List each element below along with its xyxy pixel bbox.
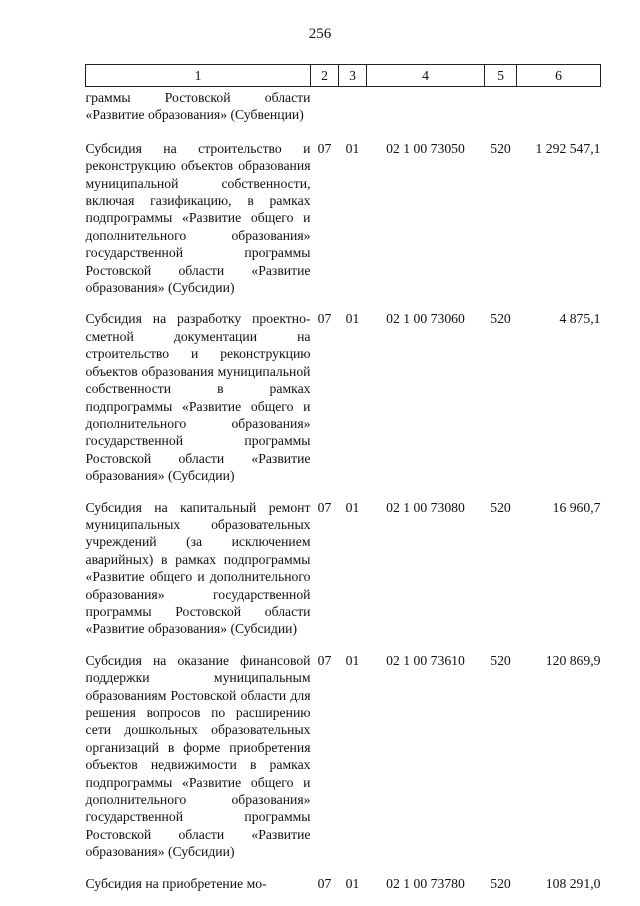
row-description: Субсидия на капитальный ремонт муниципальных образовательных учреждений (за исключением аварийных) в рамках подпрограммы «Развитие общего и дополнительного образования» государственной программы Ростовской области «Развитие образования» (Субсидии) bbox=[85, 499, 311, 637]
row-expense-type: 520 bbox=[490, 652, 511, 668]
row-amount: 120 869,9 bbox=[545, 652, 601, 668]
row-target-article: 02 1 00 73780 bbox=[386, 875, 465, 891]
page-number: 256 bbox=[308, 26, 332, 42]
row-description: граммы Ростовской области «Развитие образования» (Субвенции) bbox=[85, 90, 311, 123]
row-subsection-code: 01 bbox=[345, 875, 360, 891]
table-row bbox=[86, 140, 601, 311]
row-amount: 108 291,0 bbox=[545, 875, 601, 891]
table-row bbox=[86, 310, 601, 498]
header-col-3: 3 bbox=[339, 65, 367, 87]
row-section-code: 07 bbox=[317, 140, 332, 156]
row-target-article: 02 1 00 73610 bbox=[386, 652, 465, 668]
row-section-code: 07 bbox=[317, 499, 332, 515]
row-section-code: 07 bbox=[317, 311, 332, 327]
row-subsection-code: 01 bbox=[345, 311, 360, 327]
table-row bbox=[86, 875, 601, 906]
row-target-article: 02 1 00 73060 bbox=[386, 311, 465, 327]
table-row bbox=[86, 652, 601, 875]
row-description: Субсидия на приобретение мо- bbox=[85, 875, 267, 891]
row-expense-type: 520 bbox=[490, 875, 511, 891]
header-col-5: 5 bbox=[485, 65, 517, 87]
row-section-code: 07 bbox=[317, 875, 332, 891]
row-amount: 1 292 547,1 bbox=[535, 140, 601, 156]
row-subsection-code: 01 bbox=[345, 499, 360, 515]
header-col-2: 2 bbox=[311, 65, 339, 87]
row-amount: 4 875,1 bbox=[559, 311, 601, 327]
header-col-6: 6 bbox=[517, 65, 601, 87]
row-expense-type: 520 bbox=[490, 140, 511, 156]
row-amount: 16 960,7 bbox=[552, 499, 601, 515]
table-row bbox=[86, 499, 601, 652]
row-expense-type: 520 bbox=[490, 311, 511, 327]
row-target-article: 02 1 00 73080 bbox=[386, 499, 465, 515]
header-col-1: 1 bbox=[86, 65, 311, 87]
row-section-code: 07 bbox=[317, 652, 332, 668]
row-subsection-code: 01 bbox=[345, 140, 360, 156]
row-description: Субсидия на разработку проектно-сметной документации на строительство и реконструкцию объектов образования муниципальной собственности в рамках подпрограммы «Развитие общего и дополнительного образования» государственной программы Ростовской области «Развитие образования» (Субсидии) bbox=[85, 311, 311, 484]
table-row-continuation bbox=[86, 87, 601, 140]
header-col-4: 4 bbox=[367, 65, 485, 87]
row-description: Субсидия на оказание финансовой поддержки муниципальным образованиям Ростовской области для решения вопросов по расширению сети дошкольных образовательных организаций в форме приобретения объектов недвижимости в рамках подпрограммы «Развитие общего и дополнительного образования» государственной программы Ростовской области «Развитие образования» (Субсидии) bbox=[85, 652, 311, 860]
row-expense-type: 520 bbox=[490, 499, 511, 515]
table-header-row bbox=[86, 65, 601, 87]
budget-table bbox=[85, 64, 601, 906]
row-description: Субсидия на строительство и реконструкцию объектов образования муниципальной собственности, включая газификацию, в рамках подпрограммы «Развитие общего и дополнительного образования» государственной программы Ростовской области «Развитие образования» (Субсидии) bbox=[85, 140, 311, 296]
row-subsection-code: 01 bbox=[345, 652, 360, 668]
row-target-article: 02 1 00 73050 bbox=[386, 140, 465, 156]
